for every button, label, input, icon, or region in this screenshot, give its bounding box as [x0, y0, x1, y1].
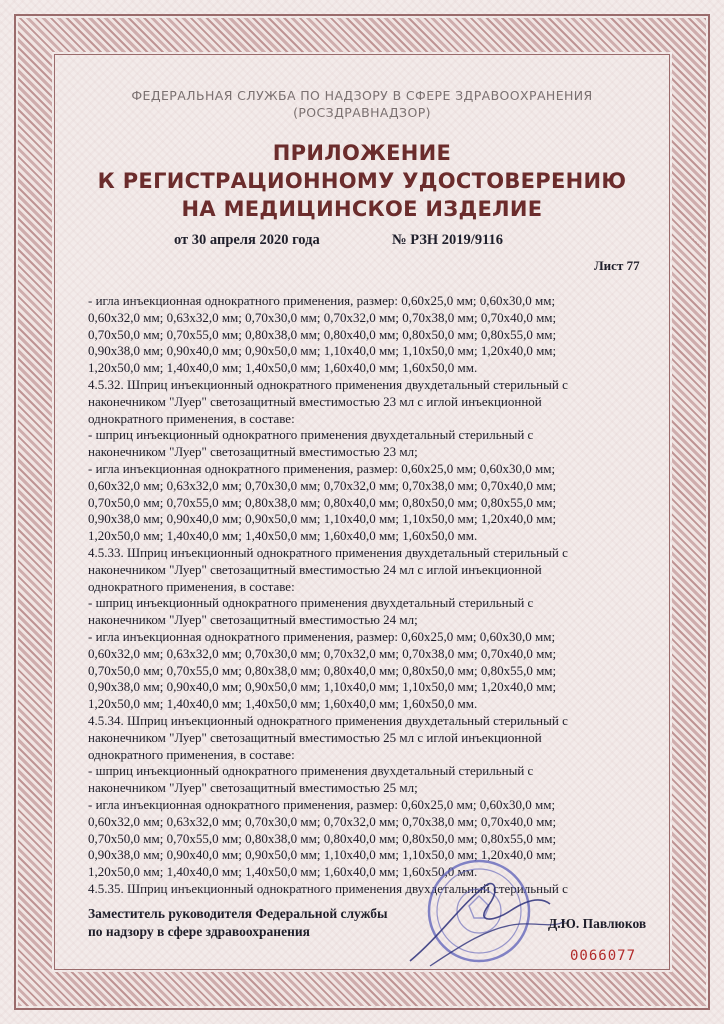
- body-line: 1,20x50,0 мм; 1,40x40,0 мм; 1,40x50,0 мм; 1,60x40,0 мм; 1,60x50,0 мм.: [88, 360, 478, 376]
- body-line: 4.5.32. Шприц инъекционный однократного применения двухдетальный стерильный с: [88, 376, 568, 392]
- body-line: однократного применения, в составе:: [88, 746, 295, 762]
- body-line: 0,90x38,0 мм; 0,90x40,0 мм; 0,90x50,0 мм; 1,10x40,0 мм; 1,10x50,0 мм; 1,20x40,0 мм;: [88, 511, 557, 527]
- body-line: 0,90x38,0 мм; 0,90x40,0 мм; 0,90x50,0 мм; 1,10x40,0 мм; 1,10x50,0 мм; 1,20x40,0 мм;: [88, 343, 557, 359]
- signatory-position: [88, 905, 388, 941]
- body-line: - игла инъекционная однократного применения, размер: 0,60x25,0 мм; 0,60x30,0 мм;: [88, 628, 556, 644]
- body-line: наконечником "Луер" светозащитный вместимостью 23 мл с иглой инъекционной: [88, 393, 542, 409]
- body-line: - шприц инъекционный однократного применения двухдетальный стерильный с: [88, 595, 534, 611]
- body-line: 0,90x38,0 мм; 0,90x40,0 мм; 0,90x50,0 мм; 1,10x40,0 мм; 1,10x50,0 мм; 1,20x40,0 мм;: [88, 679, 557, 695]
- body-line: 1,20x50,0 мм; 1,40x40,0 мм; 1,40x50,0 мм; 1,60x40,0 мм; 1,60x50,0 мм.: [88, 864, 478, 880]
- body-line: - игла инъекционная однократного применения, размер: 0,60x25,0 мм; 0,60x30,0 мм;: [88, 796, 556, 812]
- body-line: - шприц инъекционный однократного применения двухдетальный стерильный с: [88, 763, 534, 779]
- sheet-number: Лист 77: [594, 258, 640, 273]
- issue-date: от 30 апреля 2020 года: [174, 232, 320, 248]
- document-body: [88, 293, 648, 898]
- registration-number: № РЗН 2019/9116: [392, 232, 504, 248]
- body-line: 4.5.34. Шприц инъекционный однократного применения двухдетальный стерильный с: [88, 712, 568, 728]
- body-line: 0,70x50,0 мм; 0,70x55,0 мм; 0,80x38,0 мм; 0,80x40,0 мм; 0,80x50,0 мм; 0,80x55,0 мм;: [88, 494, 557, 510]
- body-line: 4.5.33. Шприц инъекционный однократного применения двухдетальный стерильный с: [88, 544, 568, 560]
- body-line: 0,60x32,0 мм; 0,63x32,0 мм; 0,70x30,0 мм; 0,70x32,0 мм; 0,70x38,0 мм; 0,70x40,0 мм;: [88, 813, 557, 829]
- body-line: наконечником "Луер" светозащитный вместимостью 24 мл;: [88, 612, 418, 628]
- body-line: - игла инъекционная однократного применения, размер: 0,60x25,0 мм; 0,60x30,0 мм;: [88, 460, 556, 476]
- document-title-line1: ПРИЛОЖЕНИЕ: [272, 141, 452, 165]
- body-line: однократного применения, в составе:: [88, 578, 295, 594]
- document-title-line2: К РЕГИСТРАЦИОННОМУ УДОСТОВЕРЕНИЮ: [97, 169, 627, 193]
- body-line: наконечником "Луер" светозащитный вместимостью 25 мл с иглой инъекционной: [88, 729, 542, 745]
- body-line: наконечником "Луер" светозащитный вместимостью 24 мл с иглой инъекционной: [88, 561, 542, 577]
- body-line: 0,90x38,0 мм; 0,90x40,0 мм; 0,90x50,0 мм; 1,10x40,0 мм; 1,10x50,0 мм; 1,20x40,0 мм;: [88, 847, 557, 863]
- signatory-name: Д.Ю. Павлюков: [548, 916, 647, 931]
- body-line: 4.5.35. Шприц инъекционный однократного применения двухдетальный стерильный с: [88, 880, 568, 896]
- body-line: 0,60x32,0 мм; 0,63x32,0 мм; 0,70x30,0 мм; 0,70x32,0 мм; 0,70x38,0 мм; 0,70x40,0 мм;: [88, 477, 557, 493]
- body-line: - шприц инъекционный однократного применения двухдетальный стерильный с: [88, 427, 534, 443]
- agency-name: ФЕДЕРАЛЬНАЯ СЛУЖБА ПО НАДЗОРУ В СФЕРЕ ЗДРАВООХРАНЕНИЯ: [131, 88, 593, 103]
- body-line: 0,60x32,0 мм; 0,63x32,0 мм; 0,70x30,0 мм; 0,70x32,0 мм; 0,70x38,0 мм; 0,70x40,0 мм;: [88, 309, 557, 325]
- body-line: 0,60x32,0 мм; 0,63x32,0 мм; 0,70x30,0 мм; 0,70x32,0 мм; 0,70x38,0 мм; 0,70x40,0 мм;: [88, 645, 557, 661]
- handwritten-signature-icon: [400, 866, 570, 976]
- document-title-line3: НА МЕДИЦИНСКОЕ ИЗДЕЛИЕ: [181, 197, 543, 221]
- body-line: 0,70x50,0 мм; 0,70x55,0 мм; 0,80x38,0 мм; 0,80x40,0 мм; 0,80x50,0 мм; 0,80x55,0 мм;: [88, 662, 557, 678]
- body-line: 0,70x50,0 мм; 0,70x55,0 мм; 0,80x38,0 мм; 0,80x40,0 мм; 0,80x50,0 мм; 0,80x55,0 мм;: [88, 326, 557, 342]
- body-line: однократного применения, в составе:: [88, 410, 295, 426]
- body-line: наконечником "Луер" светозащитный вместимостью 25 мл;: [88, 780, 418, 796]
- body-line: 1,20x50,0 мм; 1,40x40,0 мм; 1,40x50,0 мм; 1,60x40,0 мм; 1,60x50,0 мм.: [88, 696, 478, 712]
- agency-abbreviation: (РОСЗДРАВНАДЗОР): [293, 105, 431, 120]
- signatory-position-line2: по надзору в сфере здравоохранения: [88, 924, 310, 939]
- body-line: - игла инъекционная однократного применения, размер: 0,60x25,0 мм; 0,60x30,0 мм;: [88, 293, 556, 308]
- signatory-position-line1: Заместитель руководителя Федеральной службы: [88, 906, 388, 921]
- form-serial-number: 0066077: [570, 948, 637, 964]
- body-line: 1,20x50,0 мм; 1,40x40,0 мм; 1,40x50,0 мм; 1,60x40,0 мм; 1,60x50,0 мм.: [88, 528, 478, 544]
- body-line: 0,70x50,0 мм; 0,70x55,0 мм; 0,80x38,0 мм; 0,80x40,0 мм; 0,80x50,0 мм; 0,80x55,0 мм;: [88, 830, 557, 846]
- body-line: наконечником "Луер" светозащитный вместимостью 23 мл;: [88, 444, 418, 460]
